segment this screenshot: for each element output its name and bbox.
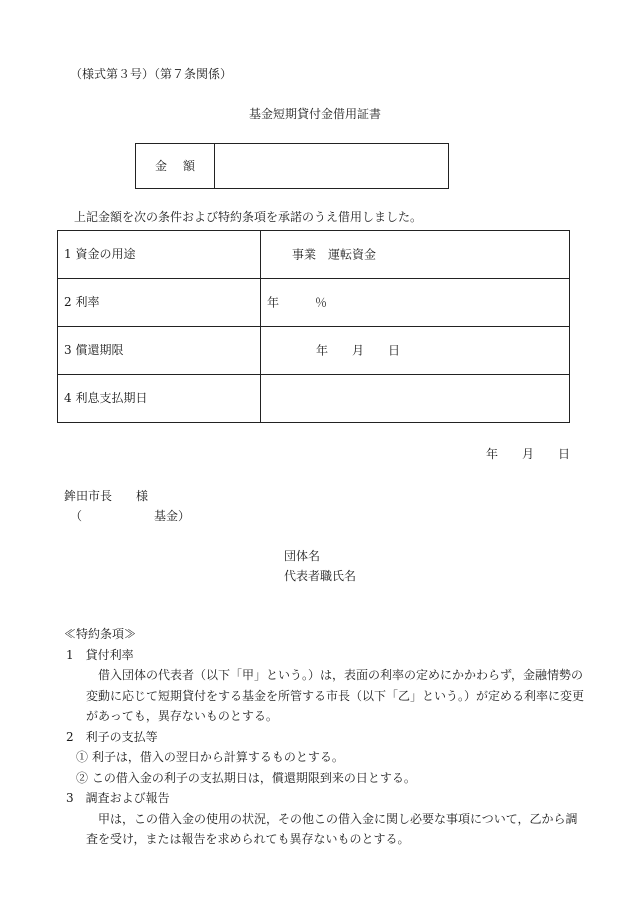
amount-box — [135, 143, 449, 189]
representative-label: 代表者職氏名 — [284, 569, 357, 583]
term-value-repayment[interactable] — [261, 327, 570, 375]
clause-title: 1 貸付利率 — [66, 647, 134, 662]
fund-name: （ 基金） — [70, 509, 191, 523]
term-value: 事業 運転資金 — [292, 247, 377, 262]
clause-title: 2 利子の支払等 — [66, 729, 158, 744]
term-value: 年 月 日 — [316, 343, 401, 358]
term-value-purpose[interactable] — [261, 231, 570, 279]
organization-label: 団体名 — [284, 549, 321, 563]
form-number: （様式第３号）（第７条関係） — [70, 67, 233, 81]
recipient: 鉾田市長 様 — [64, 489, 149, 503]
clause-body: 借入団体の代表者（以下「甲」という。）は，表面の利率の定めにかかわらず，金融情勢の変動に応じて短期貸付をする基金を所管する市長（以下「乙」という。）が定める利率に変更があっても，異存ないものとする。 — [86, 668, 585, 723]
table-row — [58, 279, 570, 327]
clause-title: 3 調査および報告 — [66, 791, 170, 805]
table-row — [58, 375, 570, 423]
special-clauses — [64, 624, 584, 850]
amount-value-field[interactable] — [215, 144, 448, 188]
loan-terms-table — [57, 230, 570, 423]
amount-label: 金額 — [136, 144, 215, 188]
intro-statement: 上記金額を次の条件および特約条項を承諾のうえ借用しました。 — [74, 210, 423, 224]
table-row — [58, 231, 570, 279]
table-row — [58, 327, 570, 375]
clause-item: ① 利子は，借入の翌日から計算するものとする。 — [76, 750, 344, 764]
term-value-interest-date[interactable] — [261, 375, 570, 423]
clause-body: 甲は，この借入金の使用の状況，その他この借入金に関し必要な事項について，乙から調査を受け，または報告を求められても異存ないものとする。 — [86, 811, 578, 846]
term-key: 3 償還期限 — [58, 327, 261, 375]
issue-date: 年 月 日 — [485, 447, 570, 461]
term-key: 4 利息支払期日 — [58, 375, 261, 423]
term-value-rate[interactable] — [261, 279, 570, 327]
term-key: 1 資金の用途 — [58, 231, 261, 279]
term-value: 年 ％ — [267, 295, 328, 310]
term-key: 2 利率 — [58, 279, 261, 327]
clauses-heading: ≪特約条項≫ — [64, 627, 137, 641]
clause-item: ② この借入金の利子の支払期日は，償還期限到来の日とする。 — [76, 770, 416, 785]
document-title: 基金短期貸付金借用証書 — [248, 107, 381, 121]
